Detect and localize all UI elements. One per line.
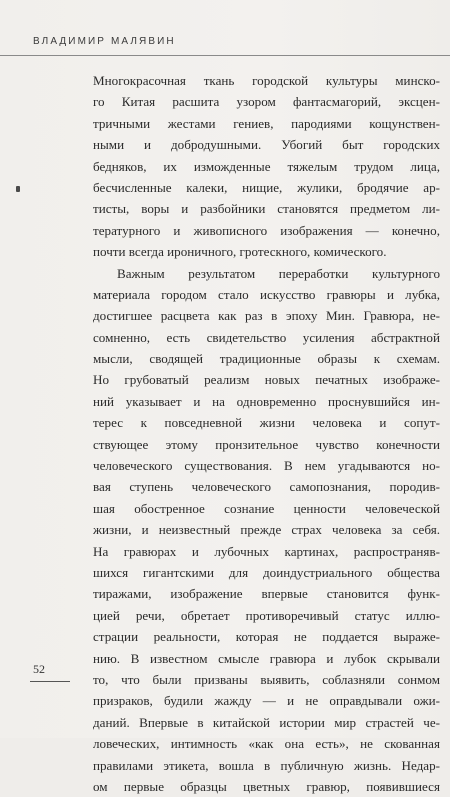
text-line: ловеческих, интимность «как она есть», не скованная <box>93 736 440 752</box>
text-line: вая ступень человеческого самопознания, породив- <box>93 479 440 495</box>
text-line: то, что были призваны выявить, соблазняли сонмом <box>93 671 440 687</box>
body-text <box>93 70 440 797</box>
paragraph-2 <box>93 263 440 797</box>
text-line: мысли, сводящей традиционные образы к схемам. <box>93 351 440 367</box>
text-line: го Китая расшита узором фантасмагорий, эксцен- <box>93 94 440 110</box>
page-number: 52 <box>33 662 45 676</box>
text-line: Многокрасочная ткань городской культуры минско- <box>93 73 440 88</box>
text-line: бесчисленные калеки, нищие, жулики, бродячие ар- <box>93 179 440 195</box>
text-line: даний. Впервые в китайской истории мир страстей че- <box>93 714 440 730</box>
header-rule <box>0 55 450 56</box>
text-line: цией речи, обретает противоречивый статус иллю- <box>93 607 440 623</box>
text-line: шая обостренное сознание ценности человеческой <box>93 500 440 516</box>
text-line: шихся гигантскими для доиндустриального общества <box>93 564 440 580</box>
text-line: Но грубоватый реализм новых печатных изображе- <box>93 372 440 388</box>
text-line: страции реальности, которая не поддается выраже- <box>93 629 440 645</box>
margin-ink-mark <box>16 186 20 192</box>
text-line: бедняков, их изможденные тяжелым трудом лица, <box>93 158 440 174</box>
text-line: терес к повседневной жизни человека и сопут- <box>93 415 440 431</box>
text-line: На гравюрах и лубочных картинах, распространяв- <box>93 543 440 559</box>
running-head: ВЛАДИМИР МАЛЯВИН <box>33 36 176 47</box>
text-line: ными и добродушными. Убогий быт городских <box>93 137 440 153</box>
text-line: призраков, будили жажду — и не оправдывали ожи- <box>93 693 440 709</box>
text-line: почти всегда ироничного, гротескного, комического. <box>93 244 387 260</box>
text-line: ствующее этому пронзительное чувство конечности <box>93 436 440 452</box>
text-line: правилами этикета, вошла в публичную жизнь. Недар- <box>93 757 440 773</box>
text-line: Важным результатом переработки культурного <box>117 265 440 281</box>
text-line: ний указывает и на одновременно проснувшийся ин- <box>93 393 440 409</box>
paragraph-1 <box>93 70 440 263</box>
text-line: тературного и живописного изображения — конечно, <box>93 222 440 238</box>
text-line: жизни, и неизвестный прежде страх человека за себя. <box>93 522 440 538</box>
text-line: сомненно, есть свидетельство усиления абстрактной <box>93 329 440 345</box>
text-line: тиражами, изображение впервые становится функ- <box>93 586 440 602</box>
folio-rule <box>30 681 70 682</box>
text-line: материала городом стало искусство гравюры и лубка, <box>93 286 440 302</box>
text-line: тричными жестами гениев, пародиями кощунствен- <box>93 115 440 131</box>
text-line: ом первые образцы цветных гравюр, появившиеся <box>93 778 440 794</box>
text-line: достигшее расцвета как раз в эпоху Мин. Гравюра, не- <box>93 308 440 324</box>
text-line: человеческого существования. В нем угадываются но- <box>93 458 440 474</box>
text-line: тисты, воры и разбойники становятся предметом ли- <box>93 201 440 217</box>
text-line: нию. В известном смысле гравюра и лубок скрывали <box>93 650 440 666</box>
